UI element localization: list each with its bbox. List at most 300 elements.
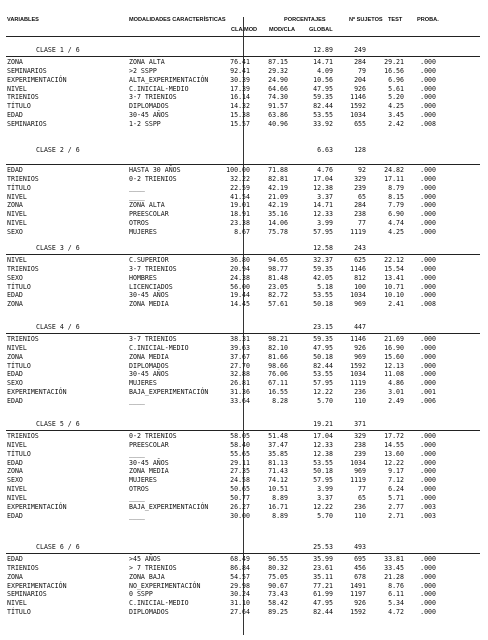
cell-variable: SEMINARIOS: [7, 119, 47, 128]
cell-test: 15.60: [384, 352, 404, 361]
table-row: [0, 512, 488, 521]
cell-test: 3.45: [388, 111, 404, 120]
cell-n-sujetos: 92: [358, 166, 366, 174]
cell-cla-mod: 26.27: [230, 502, 250, 511]
cell-proba: .000: [420, 166, 436, 174]
cell-cla-mod: 15.57: [230, 119, 250, 128]
table-row: [0, 291, 488, 300]
cell-modalidad: ____: [129, 493, 145, 502]
table-row: [0, 166, 488, 175]
cell-mod-cla: 8.89: [272, 511, 288, 520]
cell-n-sujetos: 65: [358, 192, 366, 201]
table-row: [0, 58, 488, 67]
cell-mod-cla: 80.32: [268, 563, 288, 572]
class-n: 128: [354, 146, 366, 154]
table-row: [0, 283, 488, 292]
cell-proba: .000: [420, 352, 436, 361]
cell-test: 4.25: [388, 227, 404, 236]
cell-modalidad: 30-45 AÑOS: [129, 291, 169, 300]
cell-proba: .000: [420, 282, 436, 291]
cell-mod-cla: 87.15: [268, 58, 288, 66]
cell-proba: .000: [420, 335, 436, 343]
cell-n-sujetos: 284: [354, 201, 366, 210]
class-header: [0, 323, 488, 332]
cell-cla-mod: 29.11: [230, 458, 250, 467]
cell-test: 10.71: [384, 282, 404, 291]
cell-variable: NIVEL: [7, 210, 27, 219]
cell-global: 3.37: [317, 493, 333, 502]
class-n: 243: [354, 244, 366, 252]
cell-proba: .000: [420, 581, 436, 590]
class-header: [0, 420, 488, 429]
cell-n-sujetos: 1034: [350, 111, 366, 120]
cell-variable: ZONA: [7, 467, 23, 476]
cell-variable: NIVEL: [7, 256, 27, 264]
cell-test: 33.45: [384, 563, 404, 572]
cell-test: 3.01: [388, 388, 404, 397]
class-rule: [6, 430, 480, 431]
cell-mod-cla: 10.51: [268, 485, 288, 494]
class-header: [0, 543, 488, 552]
cell-variable: ZONA: [7, 572, 23, 581]
cell-n-sujetos: 77: [358, 219, 366, 228]
cell-global: 12.22: [313, 502, 333, 511]
cell-test: 2.71: [388, 511, 404, 520]
cell-test: 17.11: [384, 174, 404, 183]
cell-cla-mod: 50.65: [230, 485, 250, 494]
cell-proba: .003: [420, 502, 436, 511]
cell-cla-mod: 68.49: [230, 555, 250, 563]
cell-n-sujetos: 1034: [350, 370, 366, 379]
cell-global: 12.22: [313, 388, 333, 397]
cell-variable: TRIENIOS: [7, 335, 39, 343]
cell-cla-mod: 31.36: [230, 388, 250, 397]
cell-mod-cla: 37.47: [268, 440, 288, 449]
cell-mod-cla: 24.90: [268, 75, 288, 84]
table-row: [0, 485, 488, 494]
cell-global: 12.38: [313, 449, 333, 458]
table-row: [0, 67, 488, 76]
cell-proba: .000: [420, 493, 436, 502]
table-row: [0, 370, 488, 379]
cell-modalidad: C.INICIAL-MEDIO: [129, 84, 189, 93]
cell-modalidad: ZONA ALTA: [129, 201, 165, 210]
cell-modalidad: ZONA ALTA: [129, 58, 165, 66]
cell-test: 5.20: [388, 93, 404, 102]
cell-n-sujetos: 236: [354, 388, 366, 397]
class-title: CLASE 4 / 6: [36, 323, 80, 331]
table-row: [0, 85, 488, 94]
class-global: 12.58: [313, 244, 333, 252]
cell-mod-cla: 29.32: [268, 66, 288, 75]
cell-mod-cla: 40.96: [268, 119, 288, 128]
cell-global: 50.18: [313, 467, 333, 476]
cell-mod-cla: 16.71: [268, 502, 288, 511]
table-row: [0, 120, 488, 129]
cell-modalidad: PREESCOLAR: [129, 210, 169, 219]
cell-variable: ZONA: [7, 58, 23, 66]
table-row: [0, 599, 488, 608]
cell-global: 47.95: [313, 343, 333, 352]
cell-mod-cla: 64.66: [268, 84, 288, 93]
class-n: 447: [354, 323, 366, 331]
cell-proba: .000: [420, 599, 436, 608]
table-row: [0, 193, 488, 202]
cell-cla-mod: 39.63: [230, 343, 250, 352]
cell-test: 2.77: [388, 502, 404, 511]
cell-proba: .000: [420, 485, 436, 494]
cell-mod-cla: 94.65: [268, 256, 288, 264]
cell-modalidad: ZONA MEDIA: [129, 467, 169, 476]
cell-test: 17.72: [384, 432, 404, 440]
cell-test: 2.42: [388, 119, 404, 128]
cell-variable: EXPERIMENTACIÓN: [7, 75, 67, 84]
cell-modalidad: 3-7 TRIENIOS: [129, 93, 177, 102]
cell-global: 53.55: [313, 111, 333, 120]
cell-modalidad: BAJA_EXPERIMENTACIÓN: [129, 388, 209, 397]
cell-proba: .000: [420, 75, 436, 84]
cell-cla-mod: 18.91: [230, 210, 250, 219]
cell-test: 12.13: [384, 361, 404, 370]
header-proba: PROBA.: [417, 17, 439, 23]
cell-global: 35.11: [313, 572, 333, 581]
cell-proba: .000: [420, 273, 436, 282]
header-global: GLOBAL: [309, 27, 333, 33]
cell-variable: NIVEL: [7, 493, 27, 502]
cell-test: 21.28: [384, 572, 404, 581]
cell-mod-cla: 71.43: [268, 467, 288, 476]
class-global: 6.63: [317, 146, 333, 154]
class-global: 23.15: [313, 323, 333, 331]
cell-proba: .001: [420, 388, 436, 397]
cell-cla-mod: 41.54: [230, 192, 250, 201]
cell-mod-cla: 75.78: [268, 227, 288, 236]
cell-cla-mod: 55.65: [230, 449, 250, 458]
cell-mod-cla: 21.09: [268, 192, 288, 201]
cell-global: 53.55: [313, 291, 333, 300]
cell-modalidad: 0-2 TRIENIOS: [129, 432, 177, 440]
cell-test: 8.15: [388, 192, 404, 201]
cell-cla-mod: 86.84: [230, 563, 250, 572]
cell-test: 5.61: [388, 84, 404, 93]
cell-variable: EDAD: [7, 370, 23, 379]
table-row: [0, 582, 488, 591]
class-global: 19.21: [313, 420, 333, 428]
cell-proba: .000: [420, 227, 436, 236]
class-rule: [6, 254, 480, 255]
table-row: [0, 555, 488, 564]
cell-n-sujetos: 238: [354, 210, 366, 219]
cell-mod-cla: 8.28: [272, 396, 288, 405]
cell-cla-mod: 27.35: [230, 467, 250, 476]
cell-global: 3.37: [317, 192, 333, 201]
cell-mod-cla: 42.19: [268, 183, 288, 192]
cell-proba: .000: [420, 476, 436, 485]
cell-variable: EDAD: [7, 166, 23, 174]
header-mod-cla: MOD/CLA: [269, 27, 296, 33]
cell-global: 5.18: [317, 282, 333, 291]
cell-global: 59.35: [313, 335, 333, 343]
table-row: [0, 274, 488, 283]
cell-modalidad: ZONA MEDIA: [129, 352, 169, 361]
cell-cla-mod: 19.44: [230, 291, 250, 300]
cell-mod-cla: 58.42: [268, 599, 288, 608]
cell-mod-cla: 98.21: [268, 335, 288, 343]
cell-test: 6.96: [388, 75, 404, 84]
cell-variable: SEXO: [7, 379, 23, 388]
cell-variable: TRIENIOS: [7, 93, 39, 102]
table-row: [0, 608, 488, 617]
table-row: [0, 228, 488, 237]
cell-proba: .000: [420, 210, 436, 219]
cell-mod-cla: 81.66: [268, 352, 288, 361]
class-header: [0, 244, 488, 253]
cell-variable: SEXO: [7, 227, 23, 236]
cell-mod-cla: 90.67: [268, 581, 288, 590]
cell-test: 2.49: [388, 396, 404, 405]
cell-cla-mod: 27.70: [230, 361, 250, 370]
class-n: 249: [354, 46, 366, 54]
class-rule: [6, 553, 480, 554]
cell-modalidad: 0-2 TRIENIOS: [129, 174, 177, 183]
cell-variable: TÍTULO: [7, 608, 31, 617]
cell-global: 17.04: [313, 432, 333, 440]
cell-variable: EDAD: [7, 111, 23, 120]
header-variables: VARIABLES: [7, 17, 39, 23]
cell-proba: .000: [420, 256, 436, 264]
table-row: [0, 432, 488, 441]
cell-cla-mod: 38.31: [230, 335, 250, 343]
cell-modalidad: >45 AÑOS: [129, 555, 161, 563]
cell-test: 7.12: [388, 476, 404, 485]
cell-global: 35.99: [313, 555, 333, 563]
cell-cla-mod: 36.80: [230, 256, 250, 264]
table-row: [0, 256, 488, 265]
cell-cla-mod: 19.01: [230, 201, 250, 210]
cell-variable: NIVEL: [7, 485, 27, 494]
cell-n-sujetos: 1034: [350, 291, 366, 300]
cell-proba: .000: [420, 58, 436, 66]
cell-cla-mod: 20.94: [230, 264, 250, 273]
cell-cla-mod: 8.67: [234, 227, 250, 236]
cell-cla-mod: 24.58: [230, 476, 250, 485]
table-row: [0, 503, 488, 512]
cell-cla-mod: 33.64: [230, 396, 250, 405]
cell-mod-cla: 91.57: [268, 102, 288, 111]
cell-cla-mod: 76.41: [230, 58, 250, 66]
cell-test: 8.76: [388, 581, 404, 590]
cell-proba: .000: [420, 102, 436, 111]
cell-variable: SEMINARIOS: [7, 590, 47, 599]
cell-n-sujetos: 926: [354, 599, 366, 608]
cell-variable: SEMINARIOS: [7, 66, 47, 75]
cell-proba: .000: [420, 370, 436, 379]
cell-modalidad: > 7 TRIENIOS: [129, 563, 177, 572]
cell-global: 50.18: [313, 352, 333, 361]
cell-cla-mod: 23.38: [230, 219, 250, 228]
cell-n-sujetos: 655: [354, 119, 366, 128]
table-row: [0, 573, 488, 582]
cell-variable: TRIENIOS: [7, 174, 39, 183]
cell-n-sujetos: 1592: [350, 102, 366, 111]
table-row: [0, 219, 488, 228]
cell-n-sujetos: 239: [354, 183, 366, 192]
cell-proba: .000: [420, 291, 436, 300]
cell-n-sujetos: 1491: [350, 581, 366, 590]
cell-test: 5.34: [388, 599, 404, 608]
cell-n-sujetos: 79: [358, 66, 366, 75]
cell-test: 7.79: [388, 201, 404, 210]
cell-modalidad: ALTA_EXPERIMENTACIÓN: [129, 75, 209, 84]
cell-global: 32.37: [313, 256, 333, 264]
class-title: CLASE 1 / 6: [36, 46, 80, 54]
cell-modalidad: ____: [129, 192, 145, 201]
cell-cla-mod: 58.40: [230, 440, 250, 449]
cell-modalidad: NO_EXPERIMENTACIÓN: [129, 581, 201, 590]
cell-n-sujetos: 969: [354, 352, 366, 361]
cell-mod-cla: 35.16: [268, 210, 288, 219]
cell-global: 77.21: [313, 581, 333, 590]
cell-mod-cla: 51.48: [268, 432, 288, 440]
cell-mod-cla: 57.61: [268, 300, 288, 309]
cell-cla-mod: 32.22: [230, 174, 250, 183]
cell-cla-mod: 100.00: [226, 166, 250, 174]
cell-variable: NIVEL: [7, 219, 27, 228]
cell-proba: .000: [420, 440, 436, 449]
cell-test: 6.24: [388, 485, 404, 494]
cell-global: 47.95: [313, 84, 333, 93]
class-title: CLASE 5 / 6: [36, 420, 80, 428]
cell-global: 42.05: [313, 273, 333, 282]
cell-test: 15.54: [384, 264, 404, 273]
cell-mod-cla: 42.19: [268, 201, 288, 210]
cell-proba: .000: [420, 93, 436, 102]
cell-mod-cla: 76.06: [268, 370, 288, 379]
cell-proba: .000: [420, 449, 436, 458]
cell-variable: NIVEL: [7, 343, 27, 352]
cell-test: 6.90: [388, 210, 404, 219]
cell-cla-mod: 14.32: [230, 102, 250, 111]
cell-proba: .000: [420, 111, 436, 120]
cell-n-sujetos: 969: [354, 300, 366, 309]
cell-global: 53.55: [313, 370, 333, 379]
cell-n-sujetos: 678: [354, 572, 366, 581]
cell-proba: .000: [420, 590, 436, 599]
cell-modalidad: C.SUPERIOR: [129, 256, 169, 264]
cell-modalidad: PREESCOLAR: [129, 440, 169, 449]
cell-proba: .000: [420, 219, 436, 228]
cell-mod-cla: 23.05: [268, 282, 288, 291]
cell-variable: EDAD: [7, 396, 23, 405]
cell-variable: EXPERIMENTACIÓN: [7, 388, 67, 397]
cell-test: 11.08: [384, 370, 404, 379]
cell-test: 5.71: [388, 493, 404, 502]
cell-cla-mod: 54.57: [230, 572, 250, 581]
cell-proba: .003: [420, 511, 436, 520]
cell-test: 6.11: [388, 590, 404, 599]
cell-modalidad: ____: [129, 183, 145, 192]
cell-modalidad: 3-7 TRIENIOS: [129, 264, 177, 273]
cell-modalidad: ____: [129, 449, 145, 458]
cell-variable: EDAD: [7, 458, 23, 467]
cell-n-sujetos: 1034: [350, 458, 366, 467]
cell-global: 12.38: [313, 183, 333, 192]
cell-modalidad: >2 SSPP: [129, 66, 157, 75]
cell-variable: TRIENIOS: [7, 563, 39, 572]
cell-modalidad: DIPLOMADOS: [129, 102, 169, 111]
cell-variable: EDAD: [7, 291, 23, 300]
cell-test: 16.90: [384, 343, 404, 352]
cell-modalidad: MUJERES: [129, 476, 157, 485]
cell-proba: .008: [420, 119, 436, 128]
cell-mod-cla: 14.06: [268, 219, 288, 228]
class-rule: [6, 164, 480, 165]
table-row: [0, 476, 488, 485]
cell-modalidad: 30-45 AÑOS: [129, 370, 169, 379]
table-row: [0, 335, 488, 344]
cell-test: 2.41: [388, 300, 404, 309]
cell-n-sujetos: 1146: [350, 264, 366, 273]
cell-global: 23.61: [313, 563, 333, 572]
header-test: TEST: [388, 17, 403, 23]
cell-variable: EDAD: [7, 555, 23, 563]
cell-variable: SEXO: [7, 476, 23, 485]
cell-cla-mod: 37.67: [230, 352, 250, 361]
cell-mod-cla: 98.66: [268, 361, 288, 370]
header-modalidades: MODALIDADES CARACTERÍSTICAS: [129, 17, 226, 23]
class-rule: [6, 56, 480, 57]
table-row: [0, 300, 488, 309]
table-row: [0, 111, 488, 120]
cell-modalidad: C.INICIAL-MEDIO: [129, 599, 189, 608]
cell-test: 4.86: [388, 379, 404, 388]
cell-cla-mod: 30.39: [230, 75, 250, 84]
cell-test: 16.56: [384, 66, 404, 75]
cell-n-sujetos: 1146: [350, 335, 366, 343]
class-title: CLASE 3 / 6: [36, 244, 80, 252]
cell-variable: TRIENIOS: [7, 264, 39, 273]
cell-variable: EXPERIMENTACIÓN: [7, 581, 67, 590]
cell-cla-mod: 56.00: [230, 282, 250, 291]
cell-proba: .000: [420, 608, 436, 617]
cell-test: 4.25: [388, 102, 404, 111]
cell-mod-cla: 16.55: [268, 388, 288, 397]
cell-cla-mod: 26.81: [230, 379, 250, 388]
class-n: 493: [354, 543, 366, 551]
class-header: [0, 146, 488, 155]
cell-n-sujetos: 77: [358, 485, 366, 494]
cell-cla-mod: 17.39: [230, 84, 250, 93]
cell-variable: TRIENIOS: [7, 432, 39, 440]
cell-cla-mod: 92.41: [230, 66, 250, 75]
cell-n-sujetos: 329: [354, 432, 366, 440]
cell-global: 59.35: [313, 93, 333, 102]
cell-proba: .000: [420, 563, 436, 572]
cell-test: 8.79: [388, 183, 404, 192]
cell-mod-cla: 81.48: [268, 273, 288, 282]
table-row: [0, 388, 488, 397]
cell-test: 22.12: [384, 256, 404, 264]
cell-proba: .000: [420, 192, 436, 201]
cell-n-sujetos: 239: [354, 449, 366, 458]
cell-proba: .006: [420, 396, 436, 405]
table-row: [0, 379, 488, 388]
cell-modalidad: 3-7 TRIENIOS: [129, 335, 177, 343]
cell-variable: ZONA: [7, 300, 23, 309]
cell-modalidad: HASTA 30 AÑOS: [129, 166, 181, 174]
header-porcentajes: PORCENTAJES: [284, 17, 326, 23]
cell-global: 59.35: [313, 264, 333, 273]
